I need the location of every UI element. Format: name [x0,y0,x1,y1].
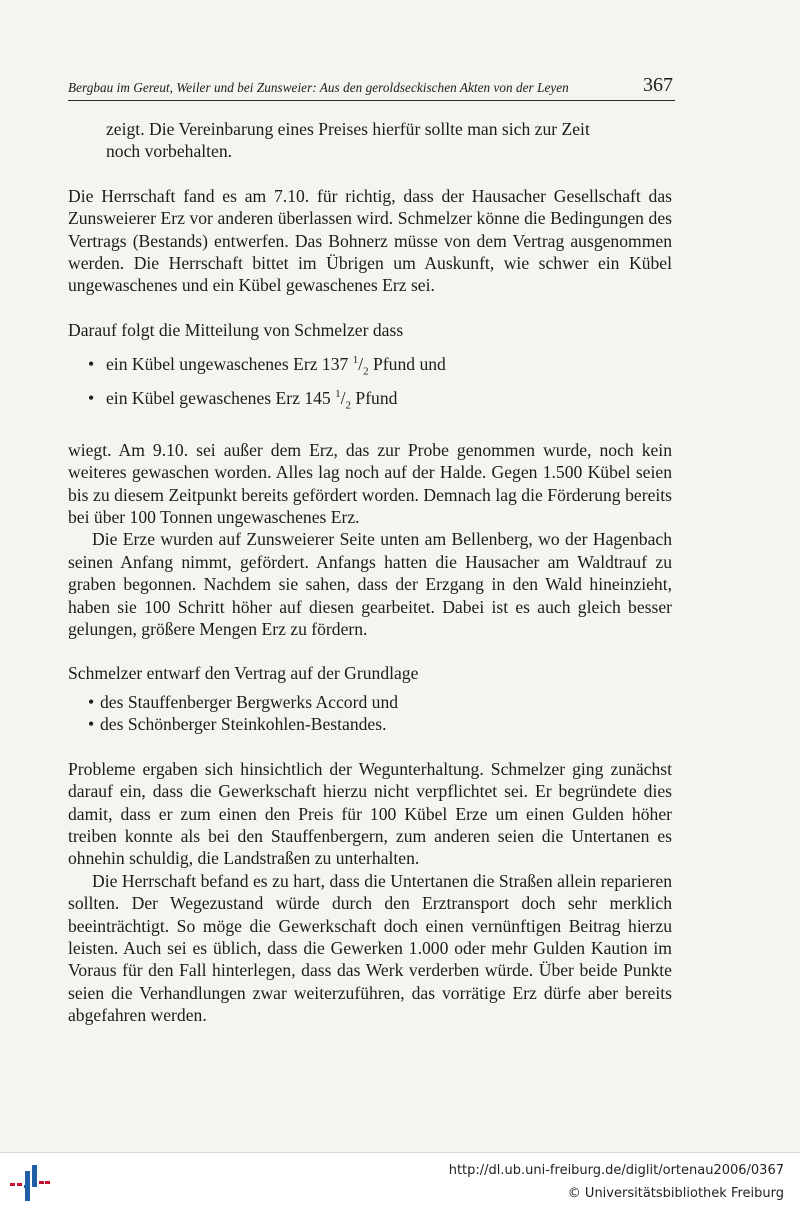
bullet-icon: • [88,387,95,408]
bullet-icon: • [88,354,95,375]
paragraph: Schmelzer entwarf den Vertrag auf der Grundlage [68,663,419,684]
list-item: • des Stauffenberger Bergwerks Accord und [88,691,399,712]
paragraph: Probleme ergaben sich hinsichtlich der Wegunterhaltung. Schmelzer ging zunächst darauf ein, dass die Gewerkschaft hierzu nicht verpflichtet sei. Er begründete dies damit, dass er zum einen den Preis für 100 Kübel Erze um einen Gulden höher treiben konnte als bei den Stauffenbergern, zum anderen seien die Untertanen es ohnehin schuldig, die Landstraßen zu unterhalten. [68,758,672,869]
list-item: • ein Kübel ungewaschenes Erz 137 $^1/_2$ Pfund und [88,354,446,378]
bullet-icon: • [88,714,95,735]
bullet-icon: • [88,691,95,712]
running-header [68,74,675,101]
paragraph: Die Herrschaft befand es zu hart, dass die Untertanen die Straßen allein reparieren sollten. Der Wegezustand würde durch den Erztransport doch sehr merklich beeinträchtigt. So möge die Gewerkschaft doch einen vernünftigen Beitrag hierzu leisten. Auch sei es üblich, dass die Gewerken 1.000 oder mehr Gulden Kaution im Voraus für den Fall hinterlegen, dass das Werk verderben würde. Über beide Punkte seien die Verhandlungen zwar weiterzuführen, das vorrätige Erz dürfe aber bereits abgefahren werden. [68,870,672,1026]
running-title: Bergbau im Gereut, Weiler und bei Zunsweier: Aus den geroldseckischen Akten von der Leyen [68,80,569,95]
list-item: • des Schönberger Steinkohlen-Bestandes. [88,714,387,735]
footer-bar [0,1152,800,1213]
ub-freiburg-logo-icon [10,1163,50,1203]
list-item: • ein Kübel gewaschenes Erz 145 $^1/_2$ Pfund [88,387,398,412]
fraction: $^1/_2$ [352,354,369,378]
copyright-text: © Universitätsbibliothek Freiburg [567,1186,784,1201]
paragraph: Die Herrschaft fand es am 7.10. für richtig, dass der Hausacher Gesellschaft das Zunsweierer Erz vor anderen überlassen wird. Schmelzer könne die Bedingungen des Vertrags (Bestands) entwerfen. Das Bohnerz müsse von dem Vertrag ausgenommen werden. Die Herrschaft bittet im Übrigen um Auskunft, wie schwer ein Kübel ungewaschenes und ein Kübel gewaschenes Erz sei. [68,185,672,296]
weight-list [88,349,672,417]
body-text [68,118,672,1027]
quote-line-1: zeigt. Die Vereinbarung eines Preises hierfür sollte man sich zur Zeit [106,119,590,139]
paragraph: Die Erze wurden auf Zunsweierer Seite unten am Bellenberg, wo der Hagenbach seinen Anfang nimmt, gefördert. Anfangs hatten die Hausacher am Waldtrauf zu graben begonnen. Nachdem sie sahen, dass der Erzgang in den Wald hineinzieht, haben sie 100 Schritt höher auf diesen gearbeitet. Dabei ist es auch gleich besser gelungen, größere Mengen Erz zu fördern. [68,529,672,640]
paragraph: wiegt. Am 9.10. sei außer dem Erz, das zur Probe genommen wurde, noch kein weiteres gewaschen worden. Alles lag noch auf der Halde. Gegen 1.500 Kübel seien bis zu diesem Zeitpunkt bereits gefördert worden. Demnach lag die Förderung bereits bei über 100 Tonnen ungewaschenes Erz. [68,439,672,528]
fraction: $^1/_2$ [335,387,352,412]
page-number: 367 [643,74,673,96]
quote-line-2: noch vorbehalten. [106,141,233,162]
contract-basis-list [88,691,672,736]
source-url[interactable]: http://dl.ub.uni-freiburg.de/diglit/ortenau2006/0367 [448,1163,784,1178]
paragraph: Darauf folgt die Mitteilung von Schmelzer dass [68,319,404,340]
